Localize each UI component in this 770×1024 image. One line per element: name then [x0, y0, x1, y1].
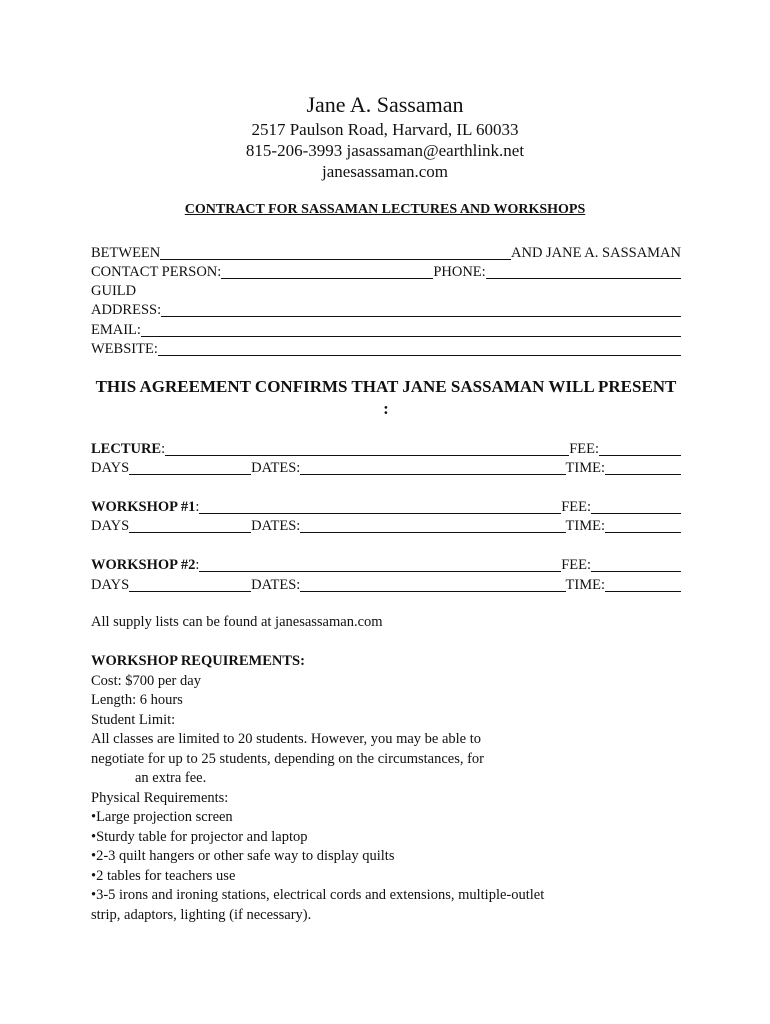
- contact-row: [91, 261, 681, 281]
- phone-label: PHONE:: [433, 264, 486, 280]
- presenter-website: janesassaman.com: [321, 162, 449, 181]
- workshop2-row: WORKSHOP #2 : FEE:: [91, 554, 681, 574]
- guild-label: GUILD: [91, 283, 137, 299]
- classes-line-2: negotiate for up to 25 students, depending on the circumstances, for: [91, 750, 485, 767]
- physical-requirements-label: Physical Requirements:: [91, 789, 229, 806]
- website-label: WEBSITE:: [91, 341, 158, 357]
- presenter-address: 2517 Paulson Road, Harvard, IL 60033: [251, 120, 519, 139]
- address-row: [91, 299, 681, 319]
- lecture-days-label: DAYS: [91, 460, 130, 476]
- lecture-fee-label: FEE:: [569, 441, 599, 457]
- workshop1-row: WORKSHOP #1 : FEE:: [91, 496, 681, 516]
- workshop1-dates-field[interactable]: [300, 518, 565, 533]
- website-row: [91, 338, 681, 358]
- lecture-fee-field[interactable]: [599, 441, 681, 456]
- workshop1-field[interactable]: [199, 499, 561, 514]
- workshop1-time-field[interactable]: [605, 518, 681, 533]
- lecture-days-field[interactable]: [129, 460, 251, 475]
- lecture-dates-field[interactable]: [300, 460, 565, 475]
- lecture-time-label: TIME:: [565, 460, 605, 476]
- guild-row: [91, 280, 681, 300]
- phone-field[interactable]: [486, 264, 681, 279]
- workshop2-field[interactable]: [199, 557, 561, 572]
- address-field[interactable]: [161, 302, 681, 317]
- email-row: [91, 319, 681, 339]
- between-label: BETWEEN: [91, 245, 161, 261]
- lecture-label: LECTURE: [91, 441, 162, 457]
- workshop2-dates-field[interactable]: [300, 577, 565, 592]
- contact-person-label: CONTACT PERSON:: [91, 264, 222, 280]
- lecture-schedule-row: [91, 457, 681, 477]
- workshop1-schedule-row: [91, 515, 681, 535]
- workshop2-days-field[interactable]: [129, 577, 251, 592]
- workshop2-schedule-row: [91, 574, 681, 594]
- workshop2-time-field[interactable]: [605, 577, 681, 592]
- requirements-heading: WORKSHOP REQUIREMENTS:: [91, 653, 305, 669]
- lecture-field[interactable]: [165, 441, 569, 456]
- between-field[interactable]: [160, 245, 511, 260]
- workshop1-fee-field[interactable]: [591, 499, 681, 514]
- workshop2-fee-field[interactable]: [591, 557, 681, 572]
- classes-line-3: an extra fee.: [135, 770, 207, 786]
- requirements-block: [91, 652, 544, 925]
- workshop1-dates-label: DATES:: [251, 518, 301, 534]
- presenter-contact: 815-206-3993 jasassaman@earthlink.net: [245, 141, 525, 160]
- website-field[interactable]: [158, 341, 681, 356]
- workshop2-label: WORKSHOP #2: [91, 557, 196, 573]
- email-label: EMAIL:: [91, 322, 141, 338]
- contact-person-field[interactable]: [221, 264, 433, 279]
- email-field[interactable]: [141, 322, 681, 337]
- requirement-item: •2 tables for teachers use: [91, 867, 236, 884]
- between-row: [91, 242, 681, 262]
- workshop2-days-label: DAYS: [91, 577, 130, 593]
- workshop1-days-field[interactable]: [129, 518, 251, 533]
- lecture-dates-label: DATES:: [251, 460, 301, 476]
- workshop2-fee-label: FEE:: [561, 557, 591, 573]
- requirement-item: •Sturdy table for projector and laptop: [91, 828, 308, 845]
- workshop1-days-label: DAYS: [91, 518, 130, 534]
- classes-line-1: All classes are limited to 20 students. However, you may be able to: [91, 731, 482, 747]
- and-jane-label: AND JANE A. SASSAMAN: [511, 245, 681, 261]
- student-limit-line: Student Limit:: [91, 711, 176, 728]
- workshop2-dates-label: DATES:: [251, 577, 301, 593]
- contract-title: CONTRACT FOR SASSAMAN LECTURES AND WORKSHOPS: [184, 202, 586, 217]
- presenter-name: Jane A. Sassaman: [306, 92, 464, 117]
- supply-note: All supply lists can be found at janesassaman.com: [91, 614, 383, 630]
- address-label: ADDRESS:: [91, 302, 162, 318]
- workshop1-time-label: TIME:: [565, 518, 605, 534]
- workshop2-time-label: TIME:: [565, 577, 605, 593]
- agreement-heading: THIS AGREEMENT CONFIRMS THAT JANE SASSAMAN WILL PRESENT :: [95, 377, 677, 418]
- requirement-item: •3-5 irons and ironing stations, electrical cords and extensions, multiple-outlet: [91, 887, 545, 903]
- cost-line: Cost: $700 per day: [91, 672, 201, 689]
- length-line: Length: 6 hours: [91, 692, 183, 708]
- lecture-time-field[interactable]: [605, 460, 681, 475]
- workshop1-fee-label: FEE:: [561, 499, 591, 515]
- lecture-row: LECTURE : FEE:: [91, 438, 681, 458]
- workshop1-label: WORKSHOP #1: [91, 499, 196, 515]
- requirement-item-continued: strip, adaptors, lighting (if necessary).: [91, 906, 312, 923]
- requirement-item: •Large projection screen: [91, 809, 233, 825]
- requirement-item: •2-3 quilt hangers or other safe way to display quilts: [91, 848, 395, 864]
